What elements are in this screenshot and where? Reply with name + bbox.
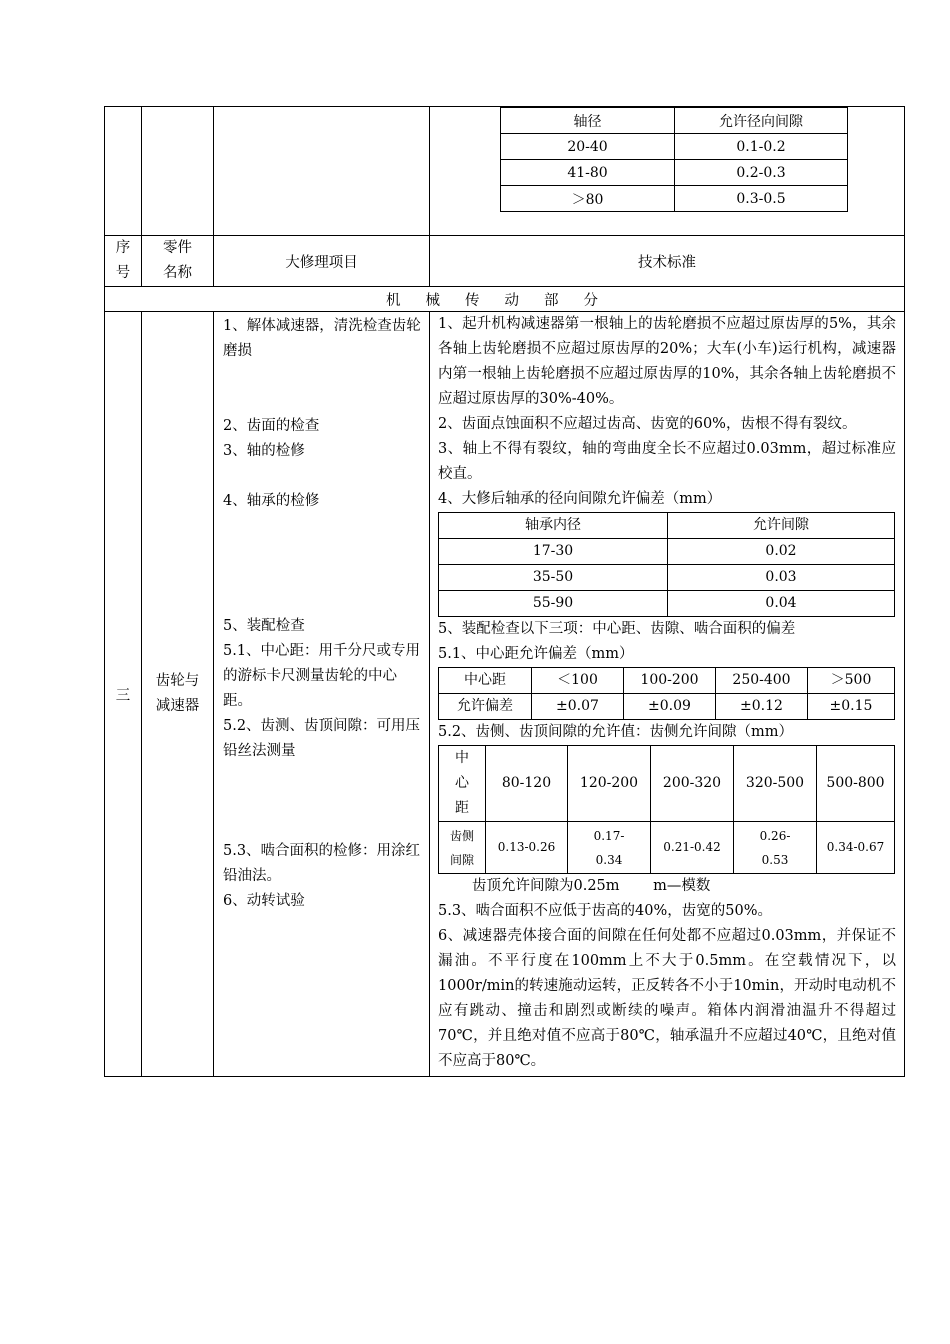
standard-5: 5、装配检查以下三项：中心距、齿隙、啮合面积的偏差 (438, 621, 796, 637)
item-6: 6、动转试验 (223, 893, 305, 909)
standard-1: 1、起升机构减速器第一根轴上的齿轮磨损不应超过原齿厚的5%，其余各轴上齿轮磨损不应超过原齿厚的20%；大车(小车)运行机构，减速器内第一根轴上齿轮磨损不应超过原齿厚的10%，其余各轴上齿轮磨损不应超过原齿厚的30%-40%。 (438, 316, 896, 407)
header-seq: 序 号 (105, 236, 142, 287)
bearing-clearance-table: 轴承内径 允许间隙 17-30 0.02 35-50 0.03 55-90 0.04 (438, 512, 895, 617)
header-standard: 技术标准 (430, 236, 905, 287)
item-3: 3、轴的检修 (223, 443, 305, 459)
main-table (104, 106, 905, 1077)
item-2: 2、齿面的检查 (223, 418, 320, 434)
item-5: 5、装配检查 (223, 618, 305, 634)
row-seq: 三 (105, 312, 142, 1077)
center-distance-table: 中心距 ＜100 100-200 250-400 ＞500 允许偏差 ±0.07 ±0.09 ±0.12 ±0.15 (438, 667, 895, 720)
standard-3: 3、轴上不得有裂纹，轴的弯曲度全长不应超过0.03mm，超过标准应校直。 (438, 441, 896, 482)
continuation-row (105, 107, 905, 236)
item-5-1: 5.1、中心距：用千分尺或专用的游标卡尺测量齿轮的中心距。 (223, 643, 421, 709)
standard-6: 6、减速器壳体接合面的间隙在任何处都不应超过0.03mm，并保证不漏油。不平行度在100mm上不大于0.5mm。在空载情况下，以1000r/min的转速施动运转，正反转各不小于10min，开动时电动机不应有跳动、撞击和剧烈或断续的噪声。箱体内润滑油温升不得超过70℃，并且绝对值不应高于80℃，轴承温升不应超过40℃，且绝对值不应高于80℃。 (438, 928, 896, 1069)
row-part: 齿轮与 减速器 (142, 312, 214, 1077)
standard-5-1: 5.1、中心距允许偏差（mm） (438, 646, 634, 662)
body-row (105, 312, 905, 1077)
standard-5-3: 5.3、啮合面积不应低于齿高的40%，齿宽的50%。 (438, 903, 773, 919)
standard-4: 4、大修后轴承的径向间隙允许偏差（mm） (438, 491, 722, 507)
header-part: 零件 名称 (142, 236, 214, 287)
standard-2: 2、齿面点蚀面积不应超过齿高、齿宽的60%，齿根不得有裂纹。 (438, 416, 857, 432)
row-items (214, 312, 430, 1077)
row-standards (430, 312, 905, 1077)
header-item: 大修理项目 (214, 236, 430, 287)
header-row (105, 236, 905, 287)
backlash-table: 中 心 距 80-120 120-200 200-320 320-500 500-800 齿侧 间隙 0.13-0.26 0.17-0.34 0.21-0.42 0.26-0.53 0.34-0.67 (438, 745, 895, 874)
section-title: 机械传动部分 (105, 287, 905, 312)
shaft-clearance-table: 轴径 允许径向间隙 20-40 0.1-0.2 41-80 0.2-0.3 ＞80 0.3-0.5 (500, 107, 848, 212)
section-row (105, 287, 905, 312)
item-1: 1、解体减速器，清洗检查齿轮磨损 (223, 318, 421, 359)
item-5-2: 5.2、齿测、齿顶间隙：可用压铅丝法测量 (223, 718, 421, 759)
item-4: 4、轴承的检修 (223, 493, 320, 509)
standard-5-2: 5.2、齿侧、齿顶间隙的允许值：齿侧允许间隙（mm） (438, 724, 794, 740)
standard-5-2-note: 齿顶允许间隙为0.25m m—模数 (472, 878, 711, 894)
item-5-3: 5.3、啮合面积的检修：用涂红铅油法。 (223, 843, 421, 884)
